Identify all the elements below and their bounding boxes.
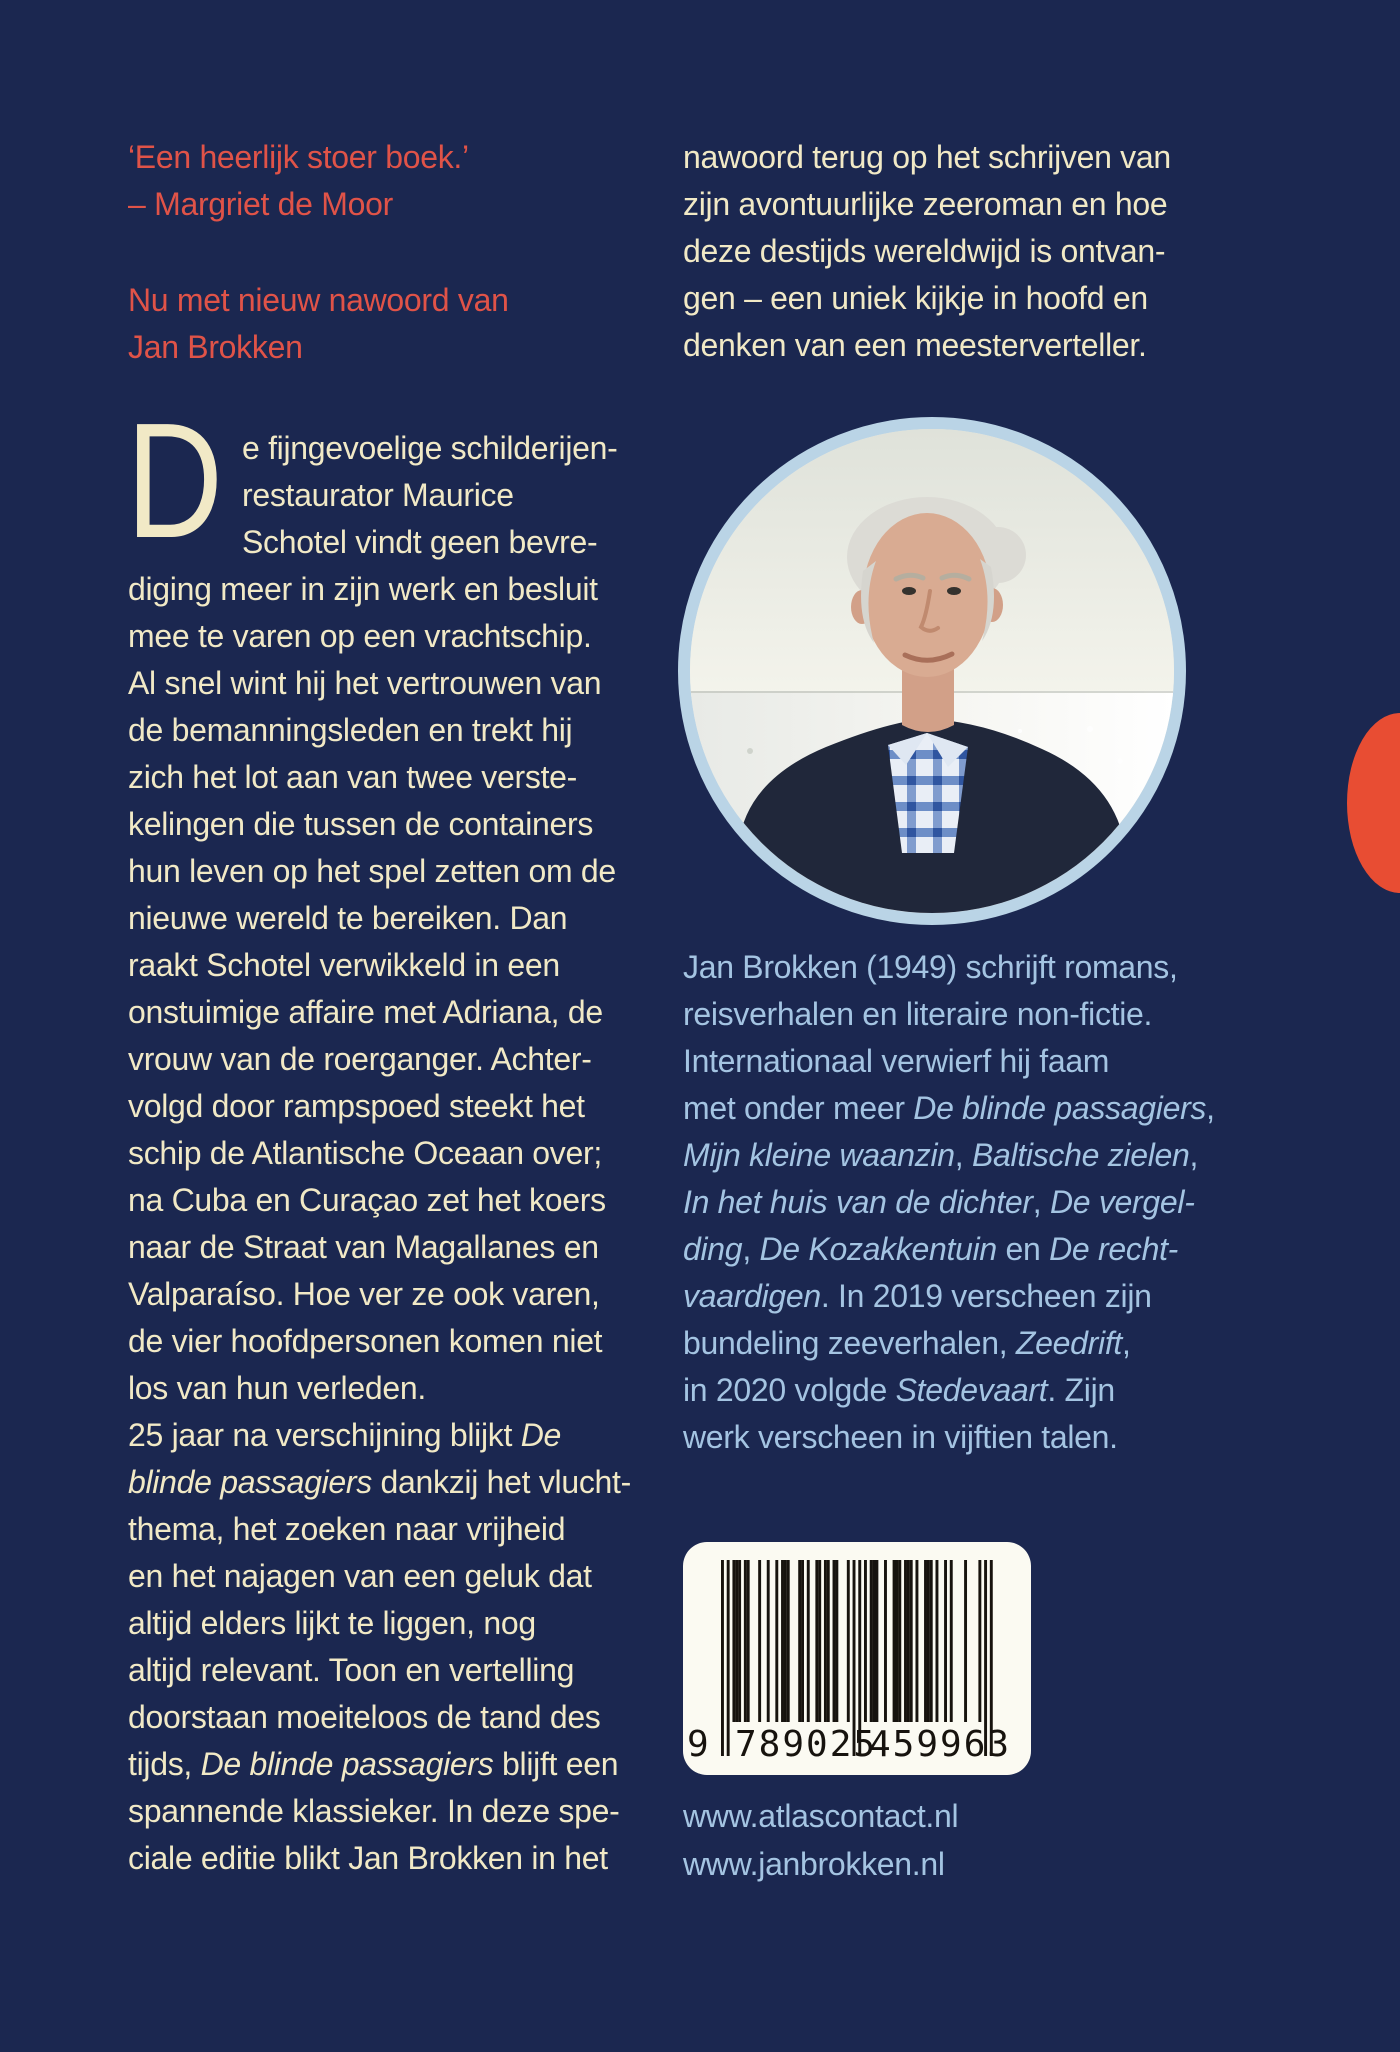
text-line: blinde passagiers dankzij het vlucht- [128, 1464, 631, 1500]
text-line: kelingen die tussen de containers [128, 806, 594, 842]
text-line: Schotel vindt geen bevre- [242, 524, 598, 560]
text-line: altijd elders lijkt te liggen, nog [128, 1605, 536, 1641]
text-line: nieuwe wereld te bereiken. Dan [128, 900, 568, 936]
text-line: spannende klassieker. In deze spe- [128, 1793, 620, 1829]
text-line: 25 jaar na verschijning blijkt De [128, 1417, 561, 1453]
eye-left [902, 587, 916, 595]
text-line: diging meer in zijn werk en besluit [128, 571, 598, 607]
text-line: met onder meer De blinde passagiers, [683, 1090, 1215, 1126]
text-line: Jan Brokken (1949) schrijft romans, [683, 949, 1178, 985]
text-line: volgd door rampspoed steekt het [128, 1088, 585, 1124]
text-line: nawoord terug op het schrijven van [683, 139, 1171, 175]
synopsis-text [126, 389, 668, 1882]
dropcap-letter: D [126, 389, 223, 572]
text-line: hun leven op het spel zetten om de [128, 853, 616, 889]
text-line: Al snel wint hij het vertrouwen van [128, 665, 602, 701]
face [863, 513, 991, 677]
new-afterword-note [128, 277, 509, 371]
text-line: Nu met nieuw nawoord van [128, 282, 509, 318]
text-line: bundeling zeeverhalen, Zeedrift, [683, 1325, 1131, 1361]
text-line: vrouw van de roerganger. Achter- [128, 1041, 592, 1077]
orange-sticker [1347, 713, 1400, 893]
text-line: doorstaan moeiteloos de tand des [128, 1699, 601, 1735]
eye-right [947, 587, 961, 595]
text-line: tijds, De blinde passagiers blijft een [128, 1746, 619, 1782]
text-line: Internationaal verwierf hij faam [683, 1043, 1110, 1079]
text-line: mee te varen op een vrachtschip. [128, 618, 592, 654]
text-line: na Cuba en Curaçao zet het koers [128, 1182, 606, 1218]
text-line: los van hun verleden. [128, 1370, 426, 1406]
ean13-barcode [683, 1542, 1031, 1775]
isbn-digits-right: 459963 [869, 1724, 1012, 1765]
text-line: zijn avontuurlijke zeeroman en hoe [683, 186, 1168, 222]
text-line: www.atlascontact.nl [683, 1798, 959, 1834]
text-line: In het huis van de dichter, De vergel- [683, 1184, 1195, 1220]
text-line: Valparaíso. Hoe ver ze ook varen, [128, 1276, 600, 1312]
text-line: www.janbrokken.nl [683, 1846, 945, 1882]
author-portrait-illustration [690, 429, 1174, 913]
text-line: werk verscheen in vijftien talen. [683, 1419, 1118, 1455]
text-line: raakt Schotel verwikkeld in een [128, 947, 560, 983]
text-line: en het najagen van een geluk dat [128, 1558, 592, 1594]
text-line: gen – een uniek kijkje in hoofd en [683, 280, 1148, 316]
text-line: onstuimige affaire met Adriana, de [128, 994, 603, 1030]
isbn-barcode [683, 1542, 1031, 1775]
text-line: ding, De Kozakkentuin en De recht- [683, 1231, 1179, 1267]
text-line: restaurator Maurice [242, 477, 514, 513]
text-line: Mijn kleine waanzin, Baltische zielen, [683, 1137, 1199, 1173]
text-line: de vier hoofdpersonen komen niet [128, 1323, 603, 1359]
text-line: altijd relevant. Toon en vertelling [128, 1652, 575, 1688]
text-line: de bemanningsleden en trekt hij [128, 712, 573, 748]
synopsis-lines [128, 425, 668, 1882]
text-line: reisverhalen en literaire non-fictie. [683, 996, 1153, 1032]
text-line: ciale editie blikt Jan Brokken in het [128, 1840, 608, 1876]
text-line: Jan Brokken [128, 329, 303, 365]
text-line: denken van een meesterverteller. [683, 327, 1147, 363]
text-line: naar de Straat van Magallanes en [128, 1229, 599, 1265]
text-line: deze destijds wereldwijd is ontvan- [683, 233, 1166, 269]
text-line: e fijngevoelige schilderijen- [242, 430, 618, 466]
text-line: schip de Atlantische Oceaan over; [128, 1135, 602, 1171]
author-photo [678, 417, 1186, 925]
afterword-continuation-text [683, 134, 1171, 369]
text-line: zich het lot aan van twee verste- [128, 759, 578, 795]
publisher-urls [683, 1792, 958, 1888]
text-line: thema, het zoeken naar vrijheid [128, 1511, 566, 1547]
text-line: – Margriet de Moor [128, 186, 393, 222]
barcode-digits [687, 1724, 1011, 1765]
isbn-digits-left: 789025 [735, 1724, 878, 1765]
review-quote [128, 134, 469, 228]
text-line: vaardigen. In 2019 verscheen zijn [683, 1278, 1152, 1314]
isbn-digit-lead: 9 [687, 1724, 709, 1765]
text-line: in 2020 volgde Stedevaart. Zijn [683, 1372, 1115, 1408]
author-bio-text [683, 944, 1215, 1461]
text-line: ‘Een heerlijk stoer boek.’ [128, 139, 469, 175]
